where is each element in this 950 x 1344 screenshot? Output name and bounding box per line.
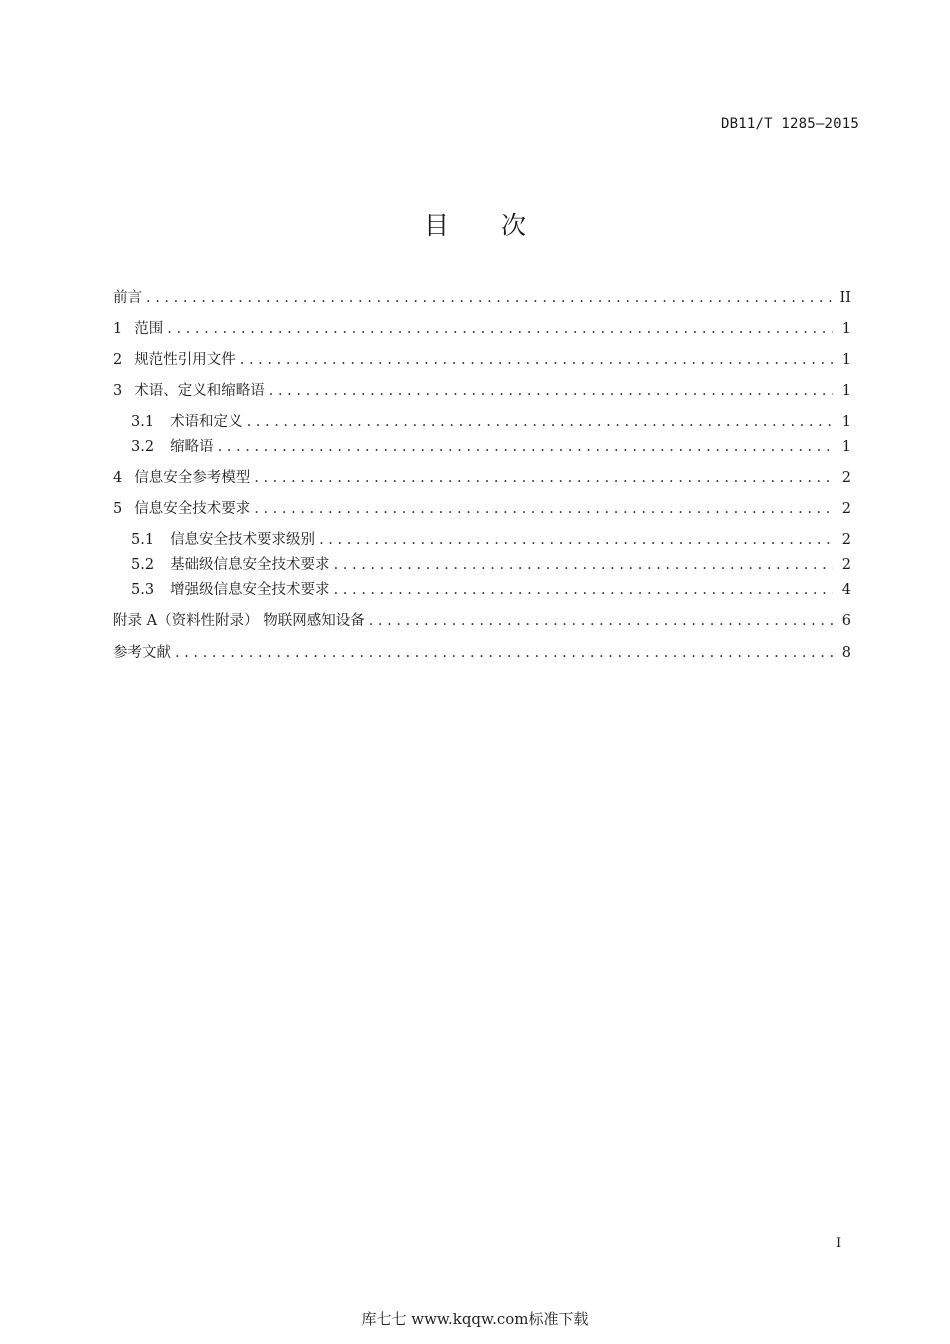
toc-entry-label: 信息安全技术要求级别 [170, 532, 316, 548]
toc-entry-label: 范围 [134, 321, 164, 337]
toc-entry-number: 3 [113, 383, 123, 399]
toc-dot-leader [369, 610, 833, 632]
toc-dot-leader [319, 529, 833, 551]
toc-dot-leader [218, 436, 833, 458]
page-title: 目 次 [424, 211, 548, 240]
toc-entry-page: 1 [841, 352, 851, 368]
toc-entry-terms[interactable] [113, 380, 851, 402]
toc-dot-leader [175, 642, 833, 664]
toc-entry-scope[interactable] [113, 318, 851, 340]
toc-entry-page: 1 [841, 383, 851, 399]
toc-dot-leader [247, 411, 833, 433]
toc-dot-leader [146, 287, 832, 309]
toc-entry-label: 缩略语 [170, 439, 214, 455]
toc-dot-leader [269, 380, 833, 402]
toc-dot-leader [167, 318, 833, 340]
toc-entry-label: 术语、定义和缩略语 [134, 383, 265, 399]
toc-entry-page: 6 [841, 613, 851, 629]
toc-entry-page: 8 [841, 645, 851, 661]
page-number: I [836, 1236, 842, 1251]
toc-entry-label: 术语和定义 [170, 414, 243, 430]
toc-entry-number: 5.2 [131, 557, 155, 573]
toc-entry-number: 2 [113, 352, 123, 368]
toc-entry-reference-model[interactable] [113, 467, 851, 489]
toc-entry-terms-definitions[interactable] [131, 411, 851, 433]
toc-dot-leader [240, 349, 833, 371]
toc-entry-page: 1 [841, 321, 851, 337]
toc-entry-label: 信息安全技术要求 [134, 501, 251, 517]
toc-entry-number: 5.1 [131, 532, 155, 548]
toc-entry-bibliography[interactable] [113, 642, 851, 664]
toc-entry-label: 基础级信息安全技术要求 [170, 557, 330, 573]
document-code: DB11/T 1285—2015 [720, 116, 859, 132]
toc-entry-page: 4 [841, 582, 851, 598]
toc-entry-number: 5.3 [131, 582, 155, 598]
footer-watermark: 库七七 www.kqqw.com标准下载 [361, 1310, 589, 1328]
toc-entry-normative-references[interactable] [113, 349, 851, 371]
toc-entry-page: 1 [841, 414, 851, 430]
toc-entry-label: 增强级信息安全技术要求 [170, 582, 330, 598]
toc-entry-page: 2 [841, 501, 851, 517]
toc-entry-label: 附录 A（资料性附录） 物联网感知设备 [113, 613, 365, 629]
toc-entry-abbreviations[interactable] [131, 436, 851, 458]
toc-entry-enhanced-requirements[interactable] [131, 579, 851, 601]
toc-entry-number: 1 [113, 321, 123, 337]
toc-entry-number: 3.2 [131, 439, 155, 455]
toc-entry-page: 2 [841, 557, 851, 573]
toc-entry-requirement-levels[interactable] [131, 529, 851, 551]
toc-dot-leader [334, 554, 833, 576]
toc-entry-label: 参考文献 [113, 645, 171, 661]
toc-entry-label: 信息安全参考模型 [134, 470, 251, 486]
toc-entry-page: 1 [841, 439, 851, 455]
toc-dot-leader [334, 579, 833, 601]
toc-entry-page: II [839, 290, 851, 306]
toc-entry-foreword[interactable] [113, 287, 851, 309]
toc-dot-leader [254, 467, 833, 489]
toc-entry-page: 2 [841, 470, 851, 486]
toc-entry-label: 规范性引用文件 [134, 352, 236, 368]
toc-entry-label: 前言 [113, 290, 142, 306]
toc-entry-appendix-a[interactable] [113, 610, 851, 632]
toc-entry-page: 2 [841, 532, 851, 548]
toc-dot-leader [254, 498, 833, 520]
toc-entry-number: 5 [113, 501, 123, 517]
toc-entry-technical-requirements[interactable] [113, 498, 851, 520]
toc-entry-number: 3.1 [131, 414, 155, 430]
toc-entry-basic-requirements[interactable] [131, 554, 851, 576]
toc-entry-number: 4 [113, 470, 123, 486]
